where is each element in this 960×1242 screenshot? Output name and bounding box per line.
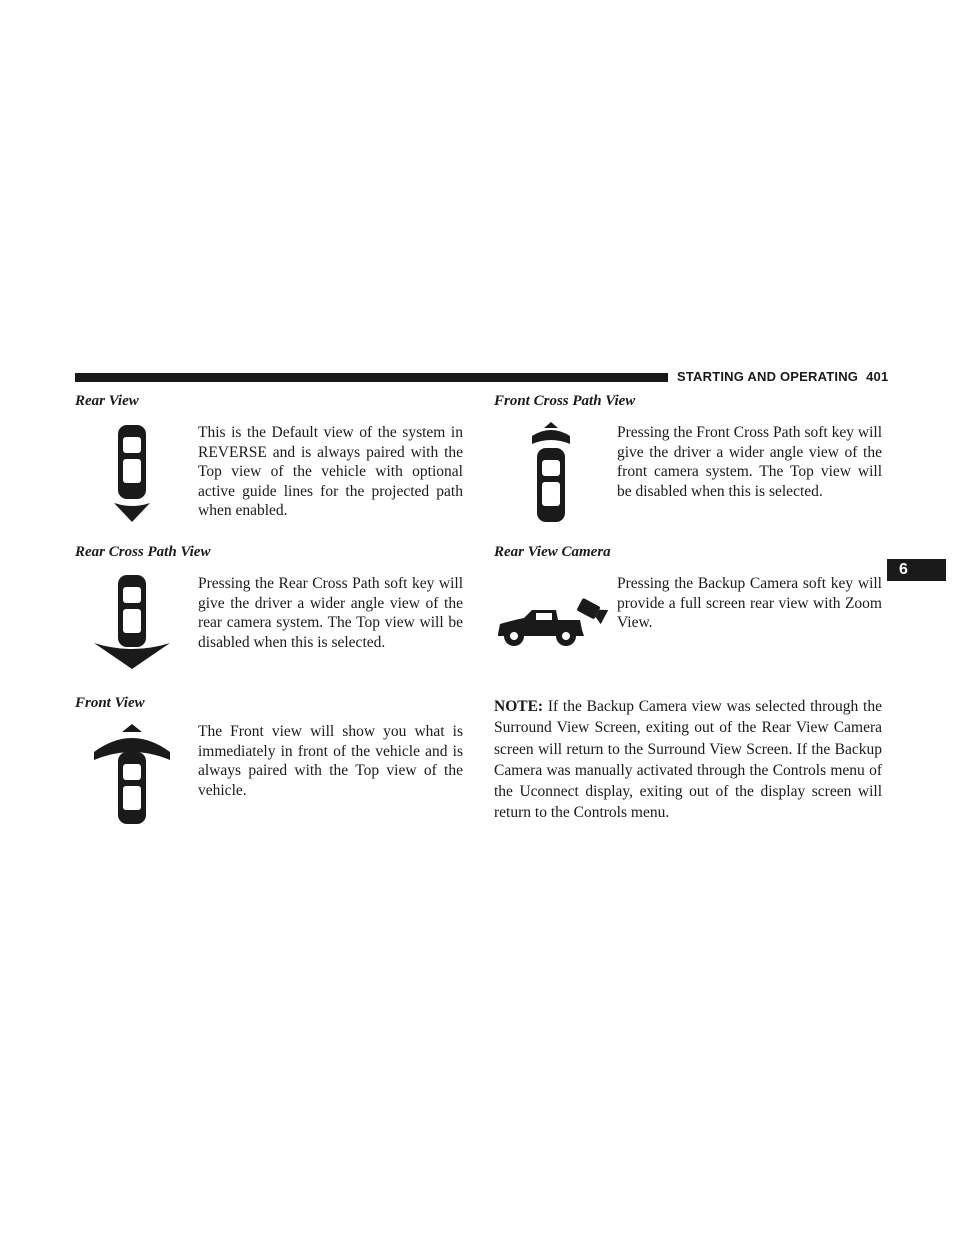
- header-rule: [75, 373, 668, 382]
- note-paragraph: [494, 696, 882, 824]
- heading-rear-view-camera: Rear View Camera: [494, 544, 611, 560]
- note-text: If the Backup Camera view was selected through the Surround View Screen, exiting out of the Rear View Camera screen will return to the Surround View Screen. If the Backup Camera was manually activated through the Controls menu of the Uconnect display, exiting out of the display screen will return to the Controls menu.: [494, 698, 882, 822]
- rear-view-icon: [112, 423, 152, 523]
- front-view-description: The Front view will show you what is immediately in front of the vehicle and is always paired with the Top view of the vehicle.: [198, 723, 463, 799]
- heading-front-view: Front View: [75, 695, 145, 711]
- running-header: [677, 369, 887, 384]
- rear-cross-path-icon: [92, 573, 172, 669]
- chapter-tab: 6: [887, 559, 946, 581]
- rear-view-camera-icon: [494, 598, 610, 650]
- front-cross-path-description: Pressing the Front Cross Path soft key will give the driver a wider angle view of the front camera system. The Top view will be disabled when this is selected.: [617, 424, 882, 500]
- heading-rear-cross-path-view: Rear Cross Path View: [75, 544, 211, 560]
- rear-cross-path-description: Pressing the Rear Cross Path soft key will give the driver a wider angle view of the rear camera system. The Top view will be disabled when this is selected.: [198, 575, 463, 651]
- note-label: NOTE:: [494, 698, 544, 715]
- page-number: 401: [866, 369, 889, 384]
- rear-view-description: This is the Default view of the system in REVERSE and is always paired with the Top view of the vehicle with optional active guide lines for the projected path when enabled.: [198, 424, 463, 520]
- heading-rear-view: Rear View: [75, 393, 139, 409]
- heading-front-cross-path-view: Front Cross Path View: [494, 393, 636, 409]
- rear-view-camera-description: Pressing the Backup Camera soft key will provide a full screen rear view with Zoom View.: [617, 575, 882, 632]
- front-cross-path-icon: [530, 422, 572, 524]
- section-title: STARTING AND OPERATING: [677, 369, 859, 384]
- front-view-icon: [92, 722, 172, 826]
